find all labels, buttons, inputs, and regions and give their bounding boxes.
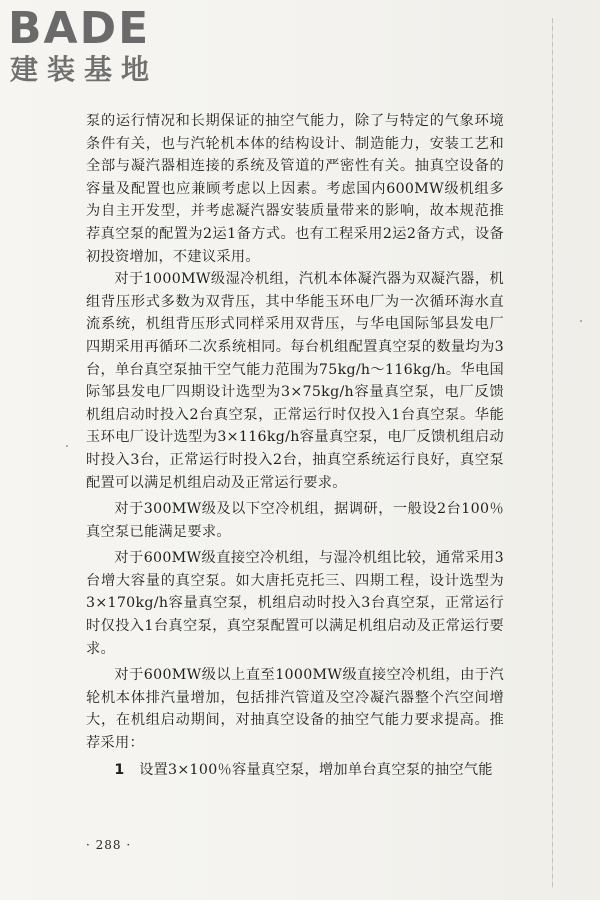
logo-subtitle-text: 建装基地 bbox=[10, 53, 159, 86]
binding-edge-line bbox=[552, 18, 553, 888]
scan-speck bbox=[580, 320, 582, 322]
logo-brand-text: BADE bbox=[8, 3, 151, 54]
page-number: · 288 · bbox=[86, 838, 132, 852]
scan-speck bbox=[66, 445, 68, 447]
bade-watermark-logo bbox=[8, 4, 178, 90]
list-item-number: 1 bbox=[114, 761, 125, 778]
list-item-1 bbox=[86, 759, 504, 782]
body-text bbox=[86, 110, 504, 781]
paragraph-1: 泵的运行情况和长期保证的抽空气能力，除了与特定的气象环境条件有关，也与汽轮机本体的结构设计、制造能力，安装工艺和全部与凝汽器相连接的系统及管道的严密性有关。抽真空设备的容量及配置也应兼顾考虑以上因素。考虑国内600MW级机组多为自主开发型，并考虑凝汽器安装质量带来的影响，故本规范推荐真空泵的配置为2运1备方式。也有工程采用2运2备方式，设备初投资增加，不建议采用。 bbox=[86, 113, 504, 265]
paragraph-2: 对于1000MW级湿冷机组，汽机本体凝汽器为双凝汽器，机组背压形式多数为双背压，其中华能玉环电厂为一次循环海水直流系统，机组背压形式同样采用双背压，与华电国际邹县发电厂四期采用再循环二次系统相同。每台机组配置真空泵的数量均为3台，单台真空泵抽干空气能力范围为75kg/h～116kg/h。华电国际邹县发电厂四期设计选型为3×75kg/h容量真空泵，电厂反馈机组启动时投入2台真空泵，正常运行时仅投入1台真空泵。华能玉环电厂设计选型为3×116kg/h容量真空泵，电厂反馈机组启动时投入3台，正常运行时投入2台，抽真空系统运行良好，真空泵配置可以满足机组启动及正常运行要求。 bbox=[86, 271, 504, 491]
paragraph-3: 对于300MW级及以下空冷机组，据调研，一般设2台100％真空泵已能满足要求。 bbox=[86, 501, 504, 540]
paragraph-4: 对于600MW级直接空冷机组，与湿冷机组比较，通常采用3台增大容量的真空泵。如大唐托克托三、四期工程，设计选型为3×170kg/h容量真空泵，机组启动时投入3台真空泵，正常运行时仅投入1台真空泵，真空泵配置可以满足机组启动及正常运行要求。 bbox=[86, 550, 504, 657]
list-item-text: 设置3×100％容量真空泵，增加单台真空泵的抽空气能 bbox=[139, 761, 493, 778]
paragraph-5: 对于600MW级以上直至1000MW级直接空冷机组，由于汽轮机本体排汽量增加，包括排汽管道及空冷凝汽器整个汽空间增大，在机组启动期间，对抽真空设备的抽空气能力要求提高。推荐采用： bbox=[86, 667, 504, 752]
